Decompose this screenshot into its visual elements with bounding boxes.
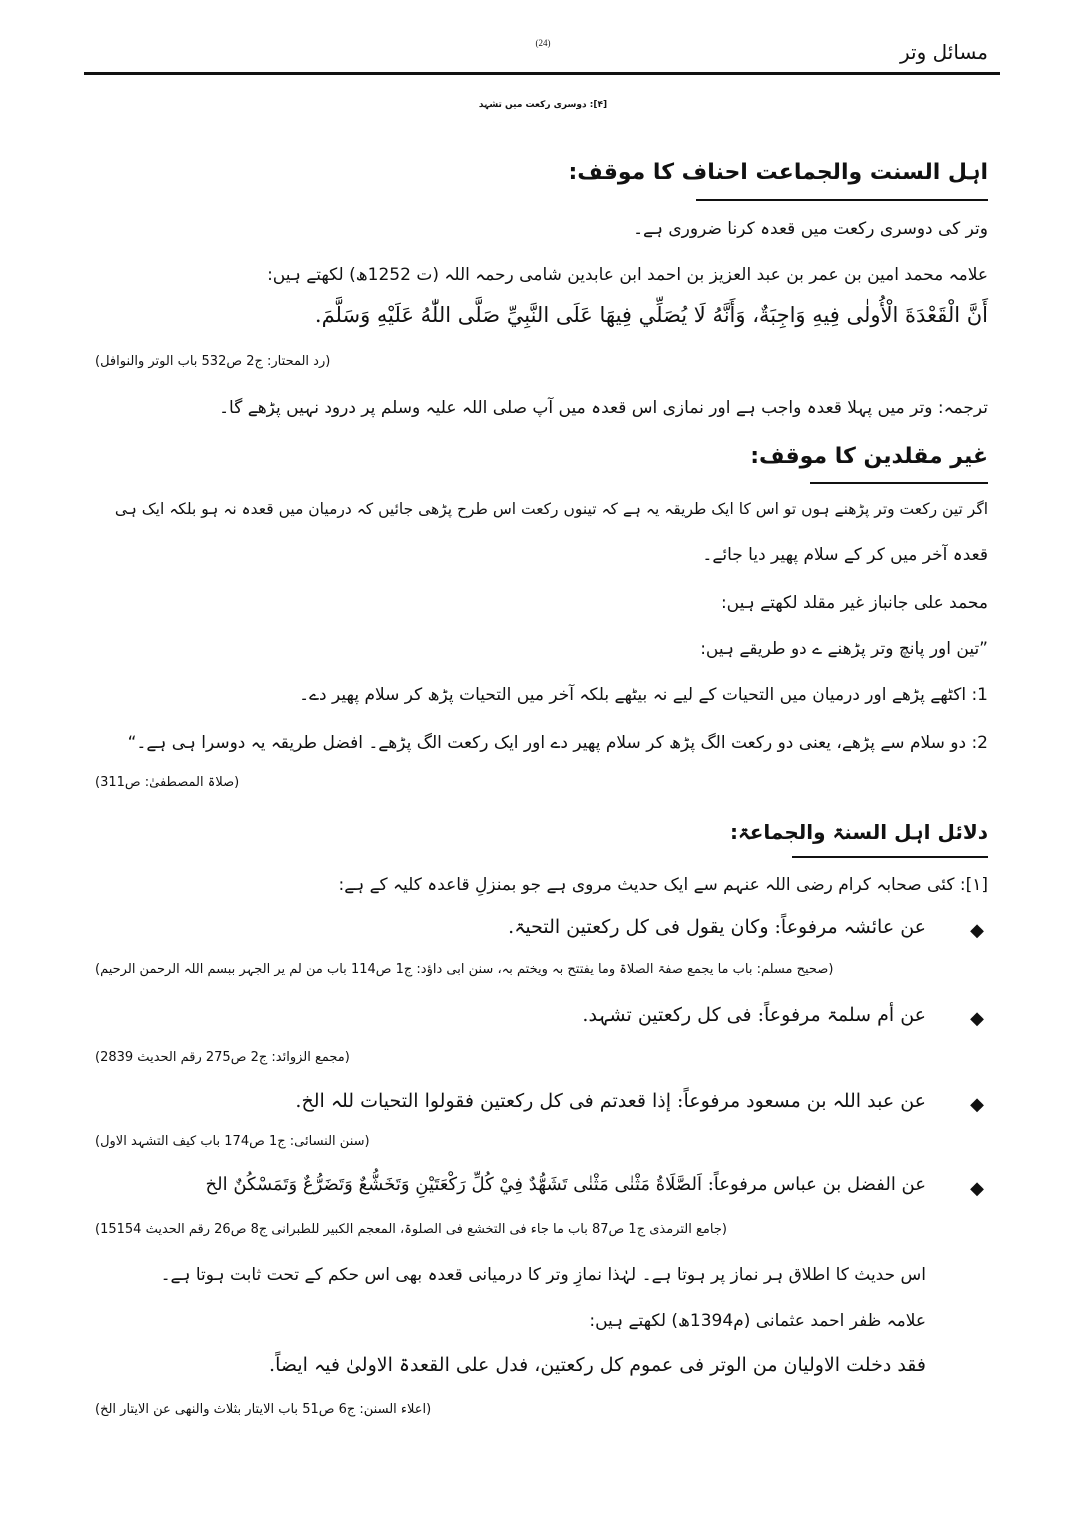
section-title: [۴]: دوسری رکعت میں تشہد	[478, 100, 608, 110]
ahnaf-arabic-quote: أَنَّ الْقَعْدَةَ الْأُولٰى فِيهِ وَاجِبَةٌ، وَأَنَّهُ لَا يُصَلِّي فِيهَا عَلَى النَّبِيِّ صَلَّى اللّٰهُ عَلَيْهِ وَسَلَّمَ.	[314, 303, 988, 327]
dalail-conclusion: اس حدیث کا اطلاق ہر نماز پر ہوتا ہے۔ لہٰذا نمازِ وتر کا درمیانی قعدہ بھی اس حکم کے تحت ثابت ہوتا ہے۔	[160, 1265, 926, 1285]
hadith-2-citation: (مجمع الزوائد: ج2 ص275 رقم الحدیث 2839)	[95, 1050, 350, 1065]
ghair-citation: (صلاۃ المصطفیٰ: ص311)	[95, 775, 240, 790]
ghair-author-line: محمد علی جانباز غیر مقلد لکھتے ہیں:	[720, 593, 988, 613]
book-title: مسائل وتر	[900, 40, 988, 64]
hadith-3-text: عن عبد اللہ بن مسعود مرفوعاً: إذا قعدتم فی کل رکعتین فقولوا التحیات للہ الخ.	[295, 1090, 926, 1112]
hadith-1-citation: (صحیح مسلم: باب ما یجمع صفۃ الصلاۃ وما یفتتح بہ ویختم بہ، سنن ابی داؤد: ج1 ص114 باب من لم یر الجہر ببسم اللہ الرحمن الرحیم)	[95, 962, 834, 977]
hadith-4-text: عن الفضل بن عباس مرفوعاً: اَلصَّلَاةُ مَثْنٰى مَثْنٰى تَشَهُّدٌ فِيْ كُلِّ رَكْعَتَيْنِ وَتَخَشُّعٌ وَتَضَرُّعٌ وَتَمَسْكُنٌ الخ	[205, 1174, 926, 1195]
ghair-para-line1: اگر تین رکعت وتر پڑھنے ہوں تو اس کا ایک طریقہ یہ ہے کہ تینوں رکعت اس طرح پڑھی جائیں کہ درمیان میں قعدہ نہ ہو بلکہ ایک ہی	[114, 500, 988, 518]
ghair-heading-underline	[810, 482, 988, 484]
hadith-4-citation: (جامع الترمذی ج1 ص87 باب ما جاء فی التخشع فی الصلوۃ، المعجم الکبیر للطبرانی ج8 ص26 رقم الحدیث 15154)	[95, 1222, 727, 1237]
dalail-author-line: علامہ ظفر احمد عثمانی (م1394ھ) لکھتے ہیں:	[589, 1311, 926, 1331]
header-rule	[84, 72, 1000, 75]
ahnaf-heading-underline	[696, 199, 988, 201]
hadith-1-text: عن عائشہ مرفوعاً: وکان یقول فی کل رکعتین التحیۃ.	[508, 916, 926, 938]
ahnaf-line1: وتر کی دوسری رکعت میں قعدہ کرنا ضروری ہے۔	[633, 219, 988, 239]
ghair-heading: غیر مقلدین کا موقف:	[750, 444, 988, 469]
dalail-citation: (اعلاء السنن: ج6 ص51 باب الایتار بثلاث والنھی عن الایتار الخ)	[95, 1402, 432, 1417]
hadith-3-citation: (سنن النسائی: ج1 ص174 باب کیف التشہد الاول)	[95, 1134, 370, 1149]
dalail-arabic-quote: فقد دخلت الاولیان من الوتر فی عموم کل رکعتین، فدل علی القعدۃ الاولیٰ فیہ ایضاً.	[269, 1354, 926, 1376]
ghair-quote-intro: ”تین اور پانچ وتر پڑھنے ے دو طریقے ہیں:	[700, 639, 988, 659]
ahnaf-heading: اہل السنت والجماعت احناف کا موقف:	[568, 160, 988, 185]
ghair-item-1: 1: اکٹھے پڑھے اور درمیان میں التحیات کے لیے نہ بیٹھے بلکہ آخر میں التحیات پڑھ کر سلام پھیر دے۔	[299, 685, 988, 705]
ghair-para-line2: قعدہ آخر میں کر کے سلام پھیر دیا جائے۔	[702, 545, 988, 565]
bullet-icon: ◆	[970, 1178, 984, 1199]
bullet-icon: ◆	[970, 1008, 984, 1029]
page-number: (24)	[535, 38, 551, 48]
bullet-icon: ◆	[970, 920, 984, 941]
dalail-heading-underline	[792, 856, 988, 858]
bullet-icon: ◆	[970, 1094, 984, 1115]
hadith-2-text: عن أم سلمۃ مرفوعاً: فی کل رکعتین تشہد.	[582, 1004, 926, 1026]
ahnaf-citation: (رد المحتار: ج2 ص532 باب الوتر والنوافل)	[95, 354, 331, 369]
dalail-intro: [۱]: کئی صحابہ کرام رضی اللہ عنہم سے ایک حدیث مروی ہے جو بمنزلِ قاعدہ کلیہ کے ہے:	[338, 875, 988, 895]
dalail-heading: دلائل اہل السنۃ والجماعۃ:	[730, 820, 988, 844]
ghair-item-2: 2: دو سلام سے پڑھے، یعنی دو رکعت الگ پڑھ کر سلام پھیر دے اور ایک رکعت الگ پڑھے۔ افضل طریقہ یہ دوسرا ہی ہے۔“	[127, 733, 988, 753]
ahnaf-translation: ترجمہ: وتر میں پہلا قعدہ واجب ہے اور نمازی اس قعدہ میں آپ صلی اللہ علیہ وسلم پر درود نہیں پڑھے گا۔	[219, 398, 988, 418]
ahnaf-line2: علامہ محمد امین بن عمر بن عبد العزیز بن احمد ابن عابدین شامی رحمہ اللہ (ت 1252ھ) لکھتے ہیں:	[267, 265, 988, 285]
